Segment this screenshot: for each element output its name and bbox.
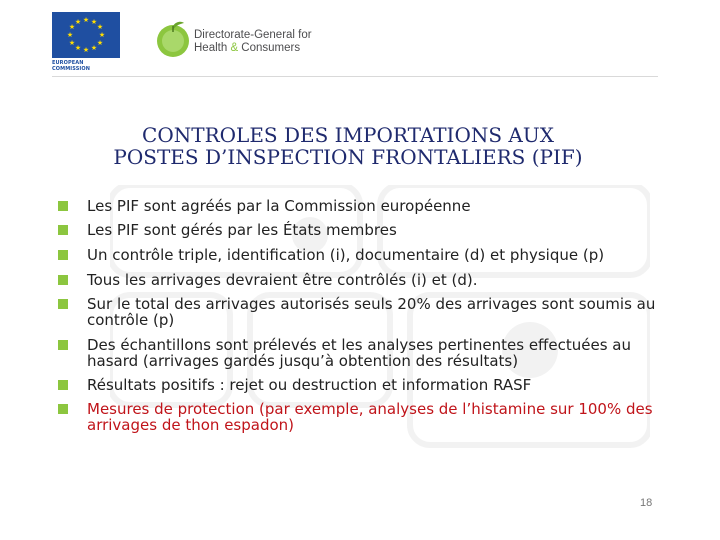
- green-square-bullet-icon: [58, 201, 68, 211]
- svg-text:★: ★: [98, 31, 106, 39]
- green-square-bullet-icon: [58, 404, 68, 414]
- green-square-bullet-icon: [58, 275, 68, 285]
- green-square-bullet-icon: [58, 380, 68, 390]
- list-item: [58, 296, 678, 328]
- svg-text:★: ★: [66, 31, 74, 39]
- svg-text:★: ★: [96, 23, 104, 31]
- list-item: [58, 247, 678, 263]
- list-item: [58, 272, 678, 288]
- dg-line1: Directorate-General for: [194, 29, 312, 41]
- list-item-text: Sur le total des arrivages autorisés seuls 20% des arrivages sont soumis au contrôle (p): [87, 295, 656, 329]
- list-item-text: Tous les arrivages devraient être contrôlés (i) et (d).: [87, 271, 478, 289]
- eu-caption: EUROPEAN COMMISSION: [52, 60, 91, 72]
- eu-flag-icon: [52, 12, 120, 58]
- list-item: [58, 337, 678, 369]
- svg-text:★: ★: [82, 16, 90, 24]
- list-item-text: Les PIF sont agréés par la Commission européenne: [87, 197, 471, 215]
- dg-line2: Health & Consumers: [194, 42, 301, 54]
- green-square-bullet-icon: [58, 225, 68, 235]
- svg-text:★: ★: [90, 18, 98, 26]
- slide-title-line2: POSTES D’INSPECTION FRONTALIERS (PIF): [113, 145, 583, 169]
- slide-title-line1: CONTROLES DES IMPORTATIONS AUX: [142, 123, 554, 147]
- eu-logo: [52, 12, 122, 72]
- svg-text:★: ★: [74, 44, 82, 52]
- svg-text:★: ★: [68, 23, 76, 31]
- list-item-highlighted: [58, 401, 678, 433]
- list-item-text: Des échantillons sont prélevés et les analyses pertinentes effectuées au hasard (arrivages gardés jusqu’à obtention des résultats): [87, 336, 631, 370]
- list-item-text: Résultats positifs : rejet ou destruction et information RASF: [87, 376, 532, 394]
- svg-text:★: ★: [68, 39, 76, 47]
- page-number: 18: [640, 497, 653, 509]
- list-item-text: Mesures de protection (par exemple, analyses de l’histamine sur 100% des arrivages de thon espadon): [87, 400, 653, 434]
- dg-apple-logo-icon: [154, 20, 192, 58]
- header-divider: [52, 76, 658, 77]
- green-square-bullet-icon: [58, 299, 68, 309]
- list-item: [58, 198, 678, 214]
- dg-logo: [150, 14, 350, 64]
- svg-text:★: ★: [90, 44, 98, 52]
- slide-title: [0, 124, 696, 168]
- list-item-text: Un contrôle triple, identification (i), documentaire (d) et physique (p): [87, 246, 605, 264]
- list-item: [58, 377, 678, 393]
- list-item: [58, 222, 678, 238]
- svg-text:★: ★: [74, 18, 82, 26]
- bullet-list: [58, 198, 678, 433]
- dg-title: [194, 29, 312, 55]
- svg-text:★: ★: [96, 39, 104, 47]
- green-square-bullet-icon: [58, 250, 68, 260]
- green-square-bullet-icon: [58, 340, 68, 350]
- slide-header: [0, 0, 720, 80]
- list-item-text: Les PIF sont gérés par les États membres: [87, 221, 397, 239]
- svg-text:★: ★: [82, 46, 90, 54]
